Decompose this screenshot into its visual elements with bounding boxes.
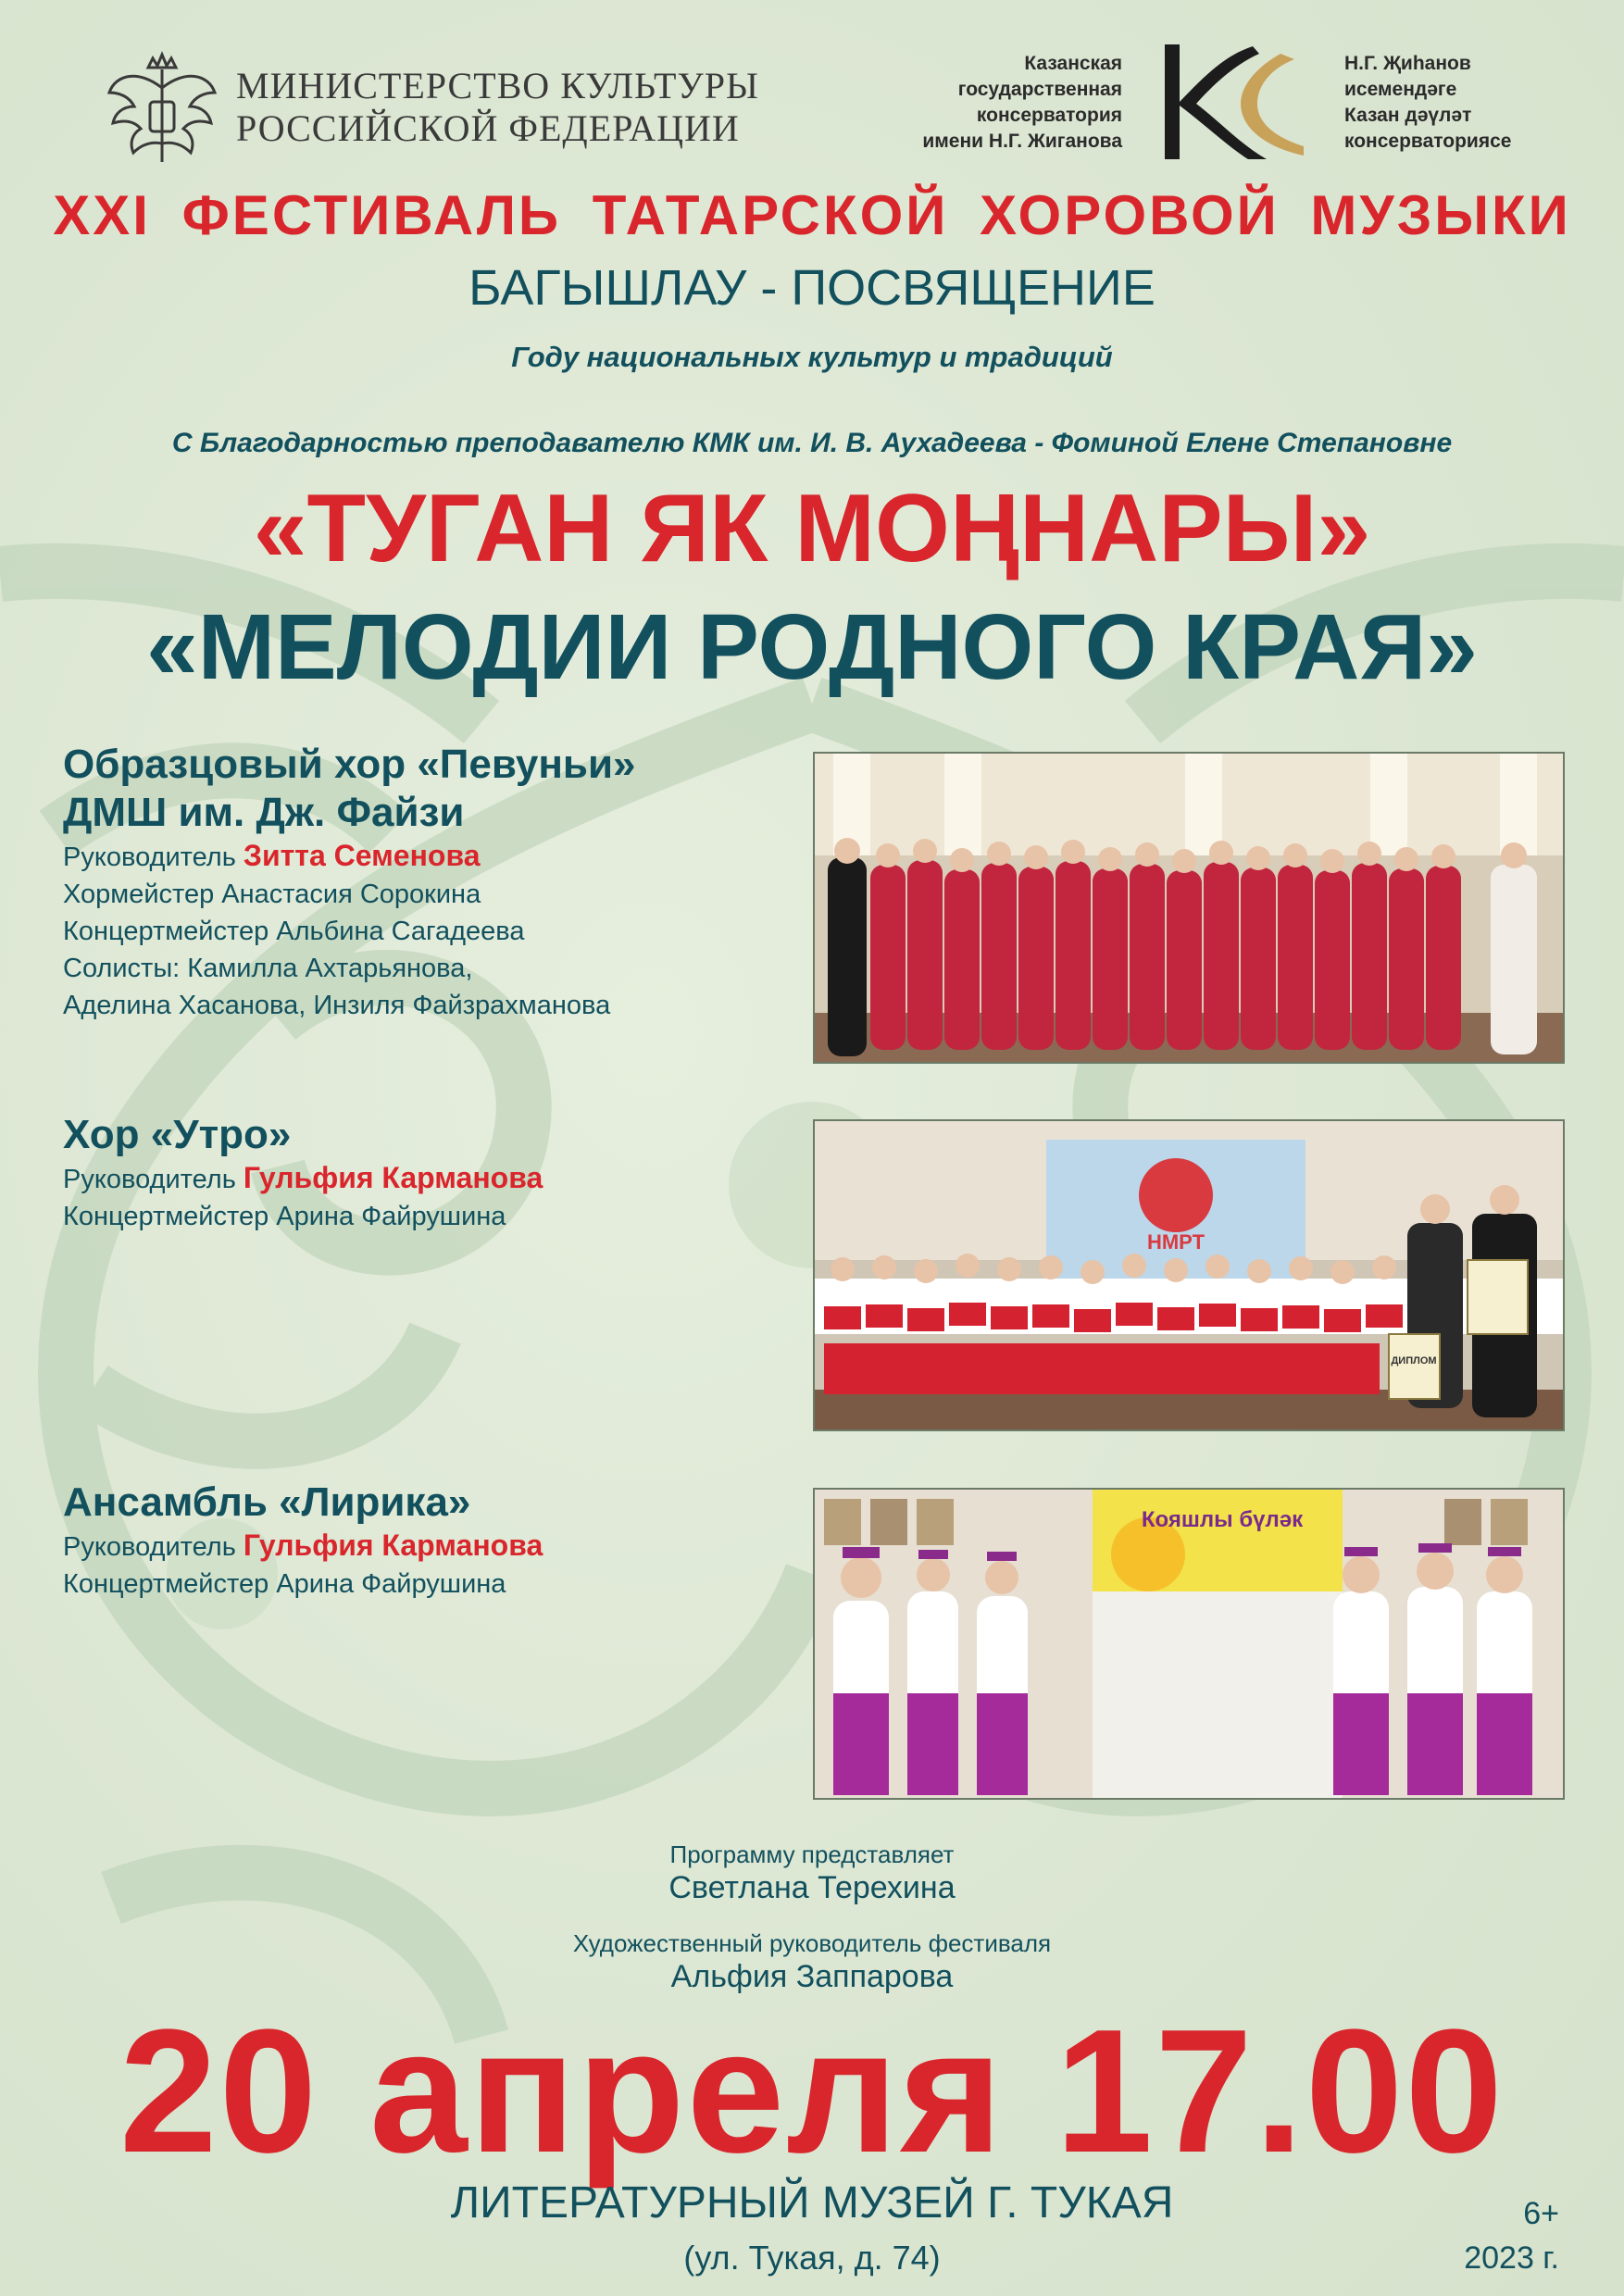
leader-label: Руководитель: [63, 1165, 244, 1194]
conservatory-ru-line: Казанская: [1024, 53, 1122, 74]
director-name: Альфия Заппарова: [670, 1959, 954, 1994]
leader-label: Руководитель: [63, 1532, 244, 1562]
group-name: Ансамбль «Лирика»: [63, 1479, 471, 1525]
concert-title-russian: «МЕЛОДИИ РОДНОГО КРАЯ»: [146, 595, 1478, 699]
group-staff-line: Концертмейстер Арина Файрушина: [63, 1569, 506, 1599]
group-leader: [63, 1527, 804, 1566]
thanks-line: С Благодарностью преподавателю КМК им. И. В. Аухадеева - Фоминой Елене Степановне: [171, 428, 1453, 458]
event-venue: ЛИТЕРАТУРНЫЙ МУЗЕЙ Г. ТУКАЯ: [450, 2178, 1174, 2227]
conservatory-tt-line: исемендәге: [1344, 79, 1457, 100]
group-staff-line: Аделина Хасанова, Инзиля Файзрахманова: [63, 991, 611, 1020]
group-utro: [63, 1111, 804, 1235]
group-staff-line: Концертмейстер Альбина Сагадеева: [63, 917, 525, 946]
presenter-label: Программу представляет: [669, 1841, 955, 1868]
festival-dedication: Году национальных культур и традиций: [511, 341, 1113, 373]
photo-utro-choir: [813, 1119, 1565, 1431]
event-address: (ул. Тукая, д. 74): [683, 2239, 941, 2277]
conservatory-name-tt: [1344, 51, 1567, 155]
presenter-name: Светлана Терехина: [668, 1870, 956, 1905]
conservatory-ru-line: государственная: [957, 79, 1122, 100]
leader-name: Гульфия Карманова: [243, 1161, 543, 1194]
photo-sign-text: НМРТ: [1146, 1230, 1206, 1254]
group-lirika: [63, 1479, 804, 1603]
conservatory-tt-line: консерваториясе: [1344, 131, 1512, 152]
age-rating: 6+: [1523, 2196, 1559, 2231]
director-label: Художественный руководитель фестиваля: [572, 1929, 1052, 1957]
festival-subtitle: БАГЫШЛАУ - ПОСВЯЩЕНИЕ: [468, 260, 1156, 316]
conservatory-logo-icon: [1156, 37, 1322, 167]
group-staff-line: Хормейстер Анастасия Сорокина: [63, 880, 481, 909]
leader-label: Руководитель: [63, 842, 244, 872]
photo-pevuni-choir: [813, 752, 1565, 1064]
festival-title: XXI ФЕСТИВАЛЬ ТАТАРСКОЙ ХОРОВОЙ МУЗЫКИ: [53, 184, 1571, 246]
poster-year: 2023 г.: [1464, 2240, 1559, 2276]
group-leader: [63, 837, 804, 876]
conservatory-tt-line: Н.Г. Җиһанов: [1344, 53, 1471, 74]
conservatory-tt-line: Казан дәүләт: [1344, 105, 1472, 126]
photo-lirika-ensemble: [813, 1488, 1565, 1800]
group-pevuni: [63, 741, 804, 1024]
conservatory-ru-line: консерватория: [976, 105, 1122, 126]
event-datetime: 20 апреля 17.00: [119, 1993, 1505, 2190]
ministry-text: [236, 65, 759, 150]
conservatory-name-ru: [907, 51, 1122, 155]
group-leader: [63, 1159, 804, 1198]
group-staff-line: Концертмейстер Арина Файрушина: [63, 1202, 506, 1231]
ministry-line2: РОССИЙСКОЙ ФЕДЕРАЦИИ: [236, 107, 740, 149]
coat-of-arms-icon: [102, 51, 222, 171]
group-school: ДМШ им. Дж. Файзи: [63, 790, 465, 835]
leader-name: Гульфия Карманова: [243, 1529, 543, 1562]
conservatory-ru-line: имени Н.Г. Жиганова: [922, 131, 1122, 152]
concert-title-tatar: «ТУГАН ЯК МОҢНАРЫ»: [253, 475, 1371, 582]
group-staff-line: Солисты: Камилла Ахтарьянова,: [63, 954, 473, 983]
photo-banner-text: Кояшлы бүләк: [1141, 1507, 1304, 1532]
ministry-line1: МИНИСТЕРСТВО КУЛЬТУРЫ: [236, 65, 759, 106]
group-name: Образцовый хор «Певуньи»: [63, 742, 636, 787]
group-name: Хор «Утро»: [63, 1112, 292, 1157]
leader-name: Зитта Семенова: [243, 839, 481, 872]
photo-diploma-text: ДИПЛОМ: [1391, 1355, 1437, 1366]
